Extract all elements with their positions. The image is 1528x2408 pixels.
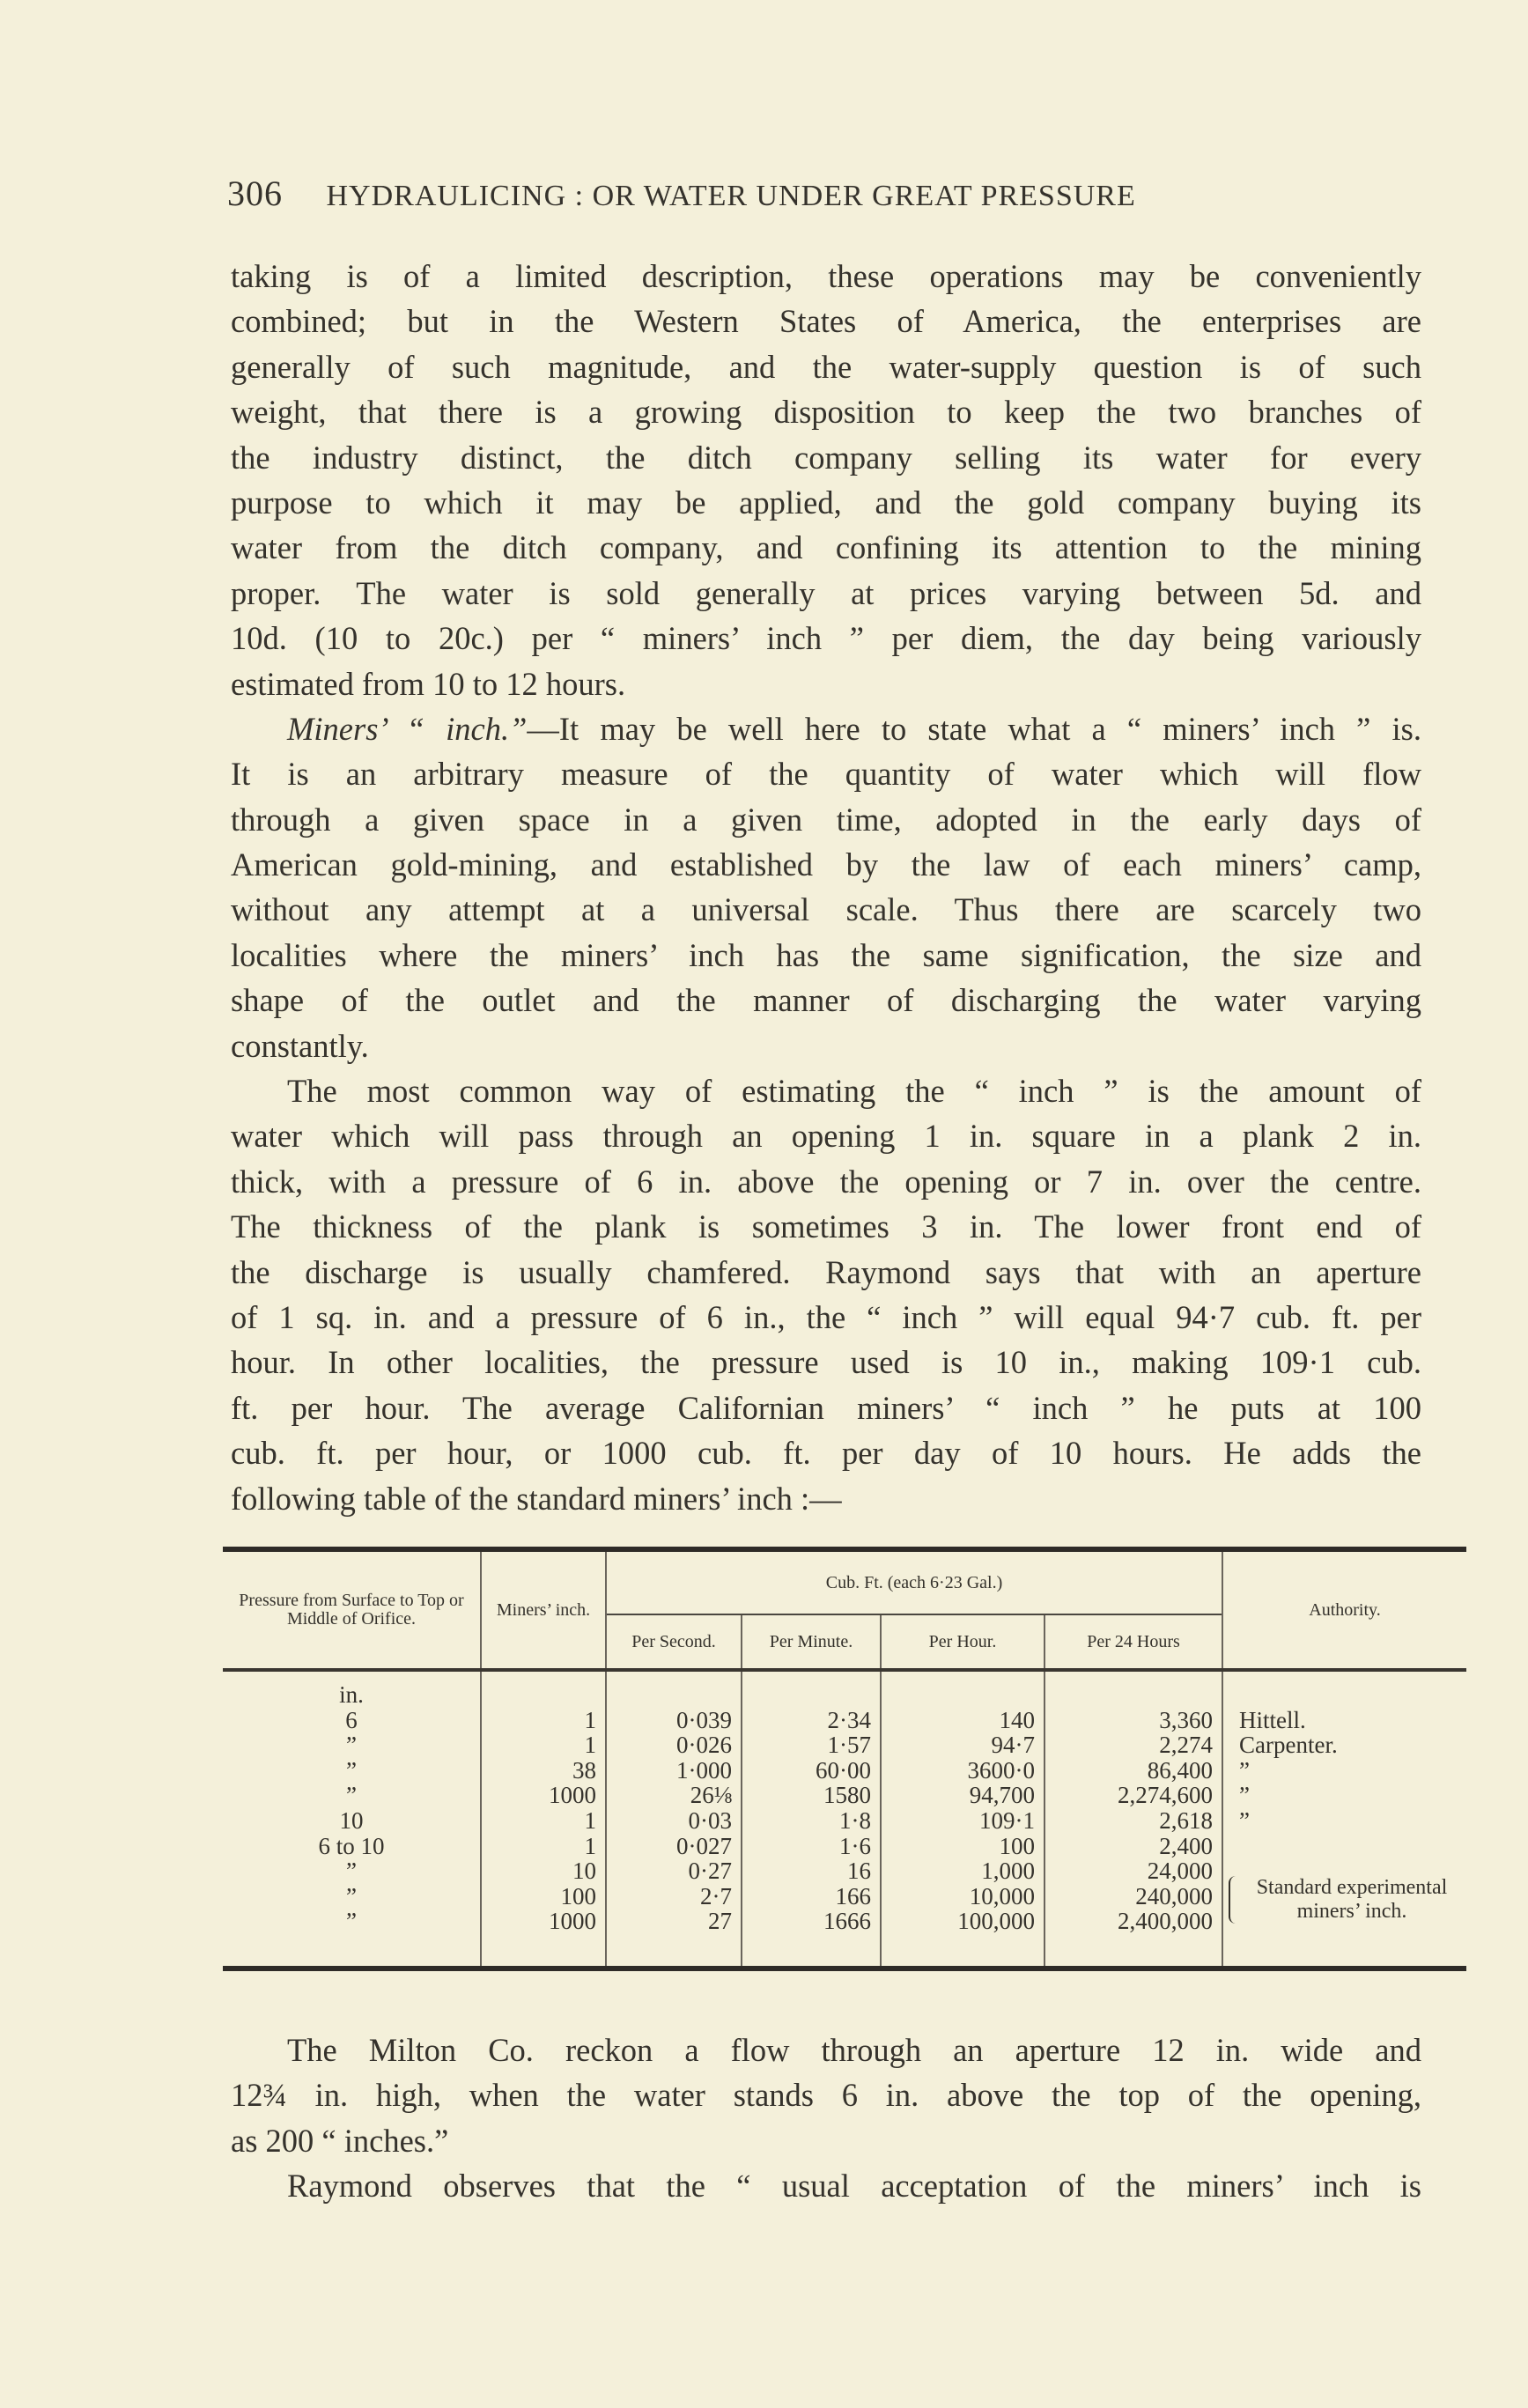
body-text-top — [231, 254, 1421, 1521]
text-line — [231, 2163, 1421, 2208]
text-line — [231, 751, 1421, 796]
d-cell: 240,000 — [1045, 1884, 1222, 1909]
table-body — [223, 1670, 1466, 1966]
table-row — [223, 1732, 1466, 1758]
h-cell: 3600·0 — [881, 1758, 1045, 1784]
paragraph — [231, 254, 1421, 706]
text-line — [231, 480, 1421, 525]
text-line — [231, 978, 1421, 1023]
h-cell: 140 — [881, 1708, 1045, 1733]
pressure-cell: ” — [346, 1908, 357, 1935]
mi-cell: 1 — [481, 1808, 606, 1834]
line-text: the discharge is usually chamfered. Raymond says that with an aperture — [231, 1253, 1421, 1290]
text-line — [231, 887, 1421, 932]
text-line — [231, 2028, 1421, 2072]
line-text: following table of the standard miners’ inch :— — [231, 1480, 842, 1517]
pressure-cell: ” — [346, 1732, 357, 1759]
text-line — [231, 797, 1421, 842]
body-text-bottom — [231, 2028, 1421, 2209]
line-text: The thickness of the plank is sometimes 3 in. The lower front end of — [231, 1208, 1421, 1245]
line-text: through a given space in a given time, adopted in the early days of — [231, 801, 1421, 838]
line-text: —It may be well here to state what a “ miners’ inch ” is. — [527, 710, 1421, 747]
col-miners-inch: Miners’ inch. — [481, 1552, 606, 1670]
line-text: hour. In other localities, the pressure used is 10 in., making 109·1 cub. — [231, 1344, 1421, 1381]
text-line — [231, 1023, 1421, 1068]
line-text: cub. ft. per hour, or 1000 cub. ft. per day of 10 hours. He adds the — [231, 1435, 1421, 1472]
text-line — [231, 344, 1421, 389]
table-row — [223, 1708, 1466, 1733]
m-cell: 1666 — [742, 1909, 881, 1966]
running-title: HYDRAULICING : OR WATER UNDER GREAT PRESSURE — [326, 180, 1136, 212]
empty-cell — [1045, 1670, 1222, 1708]
s-cell: 0·026 — [606, 1732, 742, 1758]
miners-inch-table — [223, 1547, 1466, 1971]
line-text: water which will pass through an opening 1 in. square in a plank 2 in. — [231, 1118, 1421, 1155]
s-cell: 0·27 — [606, 1858, 742, 1884]
col-per-minute: Per Minute. — [742, 1614, 881, 1670]
text-line — [231, 1250, 1421, 1295]
text-line — [231, 1204, 1421, 1249]
line-text: shape of the outlet and the manner of discharging the water varying — [231, 982, 1421, 1019]
col-pressure: Pressure from Surface to Top or Middle of Orifice. — [239, 1591, 464, 1629]
line-text: purpose to which it may be applied, and the gold company buying its — [231, 484, 1421, 521]
line-text: The Milton Co. reckon a flow through an aperture 12 in. wide and — [287, 2032, 1421, 2068]
line-text: Raymond observes that the “ usual acceptation of the miners’ inch is — [287, 2168, 1421, 2205]
empty-cell — [1222, 1670, 1466, 1708]
col-per-24-hours: Per 24 Hours — [1045, 1614, 1222, 1670]
empty-cell — [481, 1670, 606, 1708]
text-line — [231, 1295, 1421, 1340]
mi-cell: 100 — [481, 1884, 606, 1909]
s-cell: 27 — [606, 1909, 742, 1966]
table-row — [223, 1834, 1466, 1859]
d-cell: 2,618 — [1045, 1808, 1222, 1834]
line-text: ft. per hour. The average Californian miners’ “ inch ” he puts at 100 — [231, 1389, 1421, 1426]
authority-cell: ” — [1222, 1758, 1466, 1784]
m-cell: 1·57 — [742, 1732, 881, 1758]
line-text: thick, with a pressure of 6 in. above the opening or 7 in. over the centre. — [231, 1163, 1421, 1200]
m-cell: 1·8 — [742, 1808, 881, 1834]
pressure-cell: 6 to 10 — [318, 1832, 385, 1859]
paragraph — [231, 1068, 1421, 1521]
authority-cell: Hittell. — [1222, 1708, 1466, 1733]
text-line — [231, 616, 1421, 661]
text-line — [231, 254, 1421, 299]
d-cell: 2,274 — [1045, 1732, 1222, 1758]
text-line — [231, 525, 1421, 570]
line-text: The most common way of estimating the “ inch ” is the amount of — [287, 1073, 1421, 1110]
unit-label: in. — [339, 1681, 364, 1708]
pressure-cell: ” — [346, 1858, 357, 1885]
line-text: 12¾ in. high, when the water stands 6 in. above the top of the opening, — [231, 2077, 1421, 2114]
empty-cell — [881, 1670, 1045, 1708]
line-text: localities where the miners’ inch has the same signification, the size and — [231, 936, 1421, 973]
d-cell: 2,400,000 — [1045, 1909, 1222, 1966]
line-text: American gold-mining, and established by the law of each miners’ camp, — [231, 846, 1421, 883]
h-cell: 94·7 — [881, 1732, 1045, 1758]
pressure-cell: ” — [346, 1782, 357, 1809]
text-line — [231, 1430, 1421, 1475]
text-line — [231, 842, 1421, 887]
text-line — [231, 571, 1421, 616]
m-cell: 1580 — [742, 1783, 881, 1808]
text-line — [231, 933, 1421, 978]
line-text: of 1 sq. in. and a pressure of 6 in., the “ inch ” will equal 94·7 cub. ft. per — [231, 1298, 1421, 1335]
authority-cell: ” — [1222, 1783, 1466, 1808]
text-line — [231, 299, 1421, 343]
s-cell: 26⅛ — [606, 1783, 742, 1808]
text-line — [231, 1113, 1421, 1158]
pressure-cell: ” — [346, 1756, 357, 1784]
col-per-hour: Per Hour. — [881, 1614, 1045, 1670]
text-line — [231, 2072, 1421, 2117]
mi-cell: 10 — [481, 1858, 606, 1884]
text-line — [231, 1385, 1421, 1430]
d-cell: 2,274,600 — [1045, 1783, 1222, 1808]
table-row — [223, 1758, 1466, 1784]
authority-cell: ” — [1222, 1808, 1466, 1834]
line-text: the industry distinct, the ditch company selling its water for every — [231, 439, 1421, 476]
text-line — [231, 1340, 1421, 1385]
mi-cell: 1000 — [481, 1783, 606, 1808]
text-line — [231, 661, 1421, 706]
mi-cell: 38 — [481, 1758, 606, 1784]
d-cell: 86,400 — [1045, 1758, 1222, 1784]
h-cell: 109·1 — [881, 1808, 1045, 1834]
s-cell: 0·039 — [606, 1708, 742, 1733]
s-cell: 2·7 — [606, 1884, 742, 1909]
line-text: without any attempt at a universal scale. Thus there are scarcely two — [231, 891, 1421, 928]
mi-cell: 1 — [481, 1732, 606, 1758]
line-text: It is an arbitrary measure of the quantity of water which will flow — [231, 756, 1421, 793]
pressure-cell: 10 — [339, 1806, 364, 1834]
line-text: generally of such magnitude, and the water-supply question is of such — [231, 348, 1421, 385]
line-text: estimated from 10 to 12 hours. — [231, 665, 626, 702]
page-number: 306 — [227, 174, 283, 213]
text-line — [231, 1476, 1421, 1521]
line-text: constantly. — [231, 1027, 369, 1064]
text-line — [231, 389, 1421, 434]
line-text: as 200 “ inches.” — [231, 2122, 449, 2159]
col-authority: Authority. — [1222, 1552, 1466, 1670]
s-cell: 0·03 — [606, 1808, 742, 1834]
authority-cell: Carpenter. — [1222, 1732, 1466, 1758]
d-cell: 3,360 — [1045, 1708, 1222, 1733]
paragraph — [231, 2028, 1421, 2163]
authority-brace-cell — [1222, 1834, 1466, 1966]
pressure-cell: ” — [346, 1882, 357, 1909]
text-line — [231, 706, 1421, 751]
line-text: weight, that there is a growing disposition to keep the two branches of — [231, 394, 1421, 431]
text-line — [231, 1159, 1421, 1204]
h-cell: 94,700 — [881, 1783, 1045, 1808]
text-line — [231, 435, 1421, 480]
mi-cell: 1 — [481, 1708, 606, 1733]
m-cell: 166 — [742, 1884, 881, 1909]
table-row — [223, 1783, 1466, 1808]
table-row — [223, 1670, 1466, 1708]
line-text: combined; but in the Western States of America, the enterprises are — [231, 303, 1421, 340]
line-text: water from the ditch company, and confining its attention to the mining — [231, 529, 1421, 566]
text-line — [231, 1068, 1421, 1113]
m-cell: 2·34 — [742, 1708, 881, 1733]
line-text: proper. The water is sold generally at prices varying between 5d. and — [231, 574, 1421, 611]
line-text: 10d. (10 to 20c.) per “ miners’ inch ” per diem, the day being variously — [231, 620, 1421, 657]
mi-cell: 1000 — [481, 1909, 606, 1966]
m-cell: 60·00 — [742, 1758, 881, 1784]
s-cell: 1·000 — [606, 1758, 742, 1784]
col-per-second: Per Second. — [606, 1614, 742, 1670]
m-cell: 1·6 — [742, 1834, 881, 1859]
text-line — [231, 2118, 1421, 2163]
col-group-cubic-feet: Cub. Ft. (each 6·23 Gal.) — [606, 1552, 1222, 1614]
d-cell: 2,400 — [1045, 1834, 1222, 1859]
h-cell: 1,000 — [881, 1858, 1045, 1884]
empty-cell — [742, 1670, 881, 1708]
pressure-cell: 6 — [345, 1706, 358, 1733]
table-row — [223, 1808, 1466, 1834]
paragraph — [231, 2163, 1421, 2208]
h-cell: 100 — [881, 1834, 1045, 1859]
running-header — [227, 173, 1425, 214]
italic-run-in-heading: Miners’ “ inch.” — [287, 710, 528, 747]
h-cell: 100,000 — [881, 1909, 1045, 1966]
d-cell: 24,000 — [1045, 1858, 1222, 1884]
brace-note: Standard experimental miners’ inch. — [1229, 1876, 1466, 1924]
h-cell: 10,000 — [881, 1884, 1045, 1909]
paragraph — [231, 706, 1421, 1068]
empty-cell — [606, 1670, 742, 1708]
m-cell: 16 — [742, 1858, 881, 1884]
line-text: taking is of a limited description, these operations may be conveniently — [231, 258, 1421, 294]
s-cell: 0·027 — [606, 1834, 742, 1859]
mi-cell: 1 — [481, 1834, 606, 1859]
